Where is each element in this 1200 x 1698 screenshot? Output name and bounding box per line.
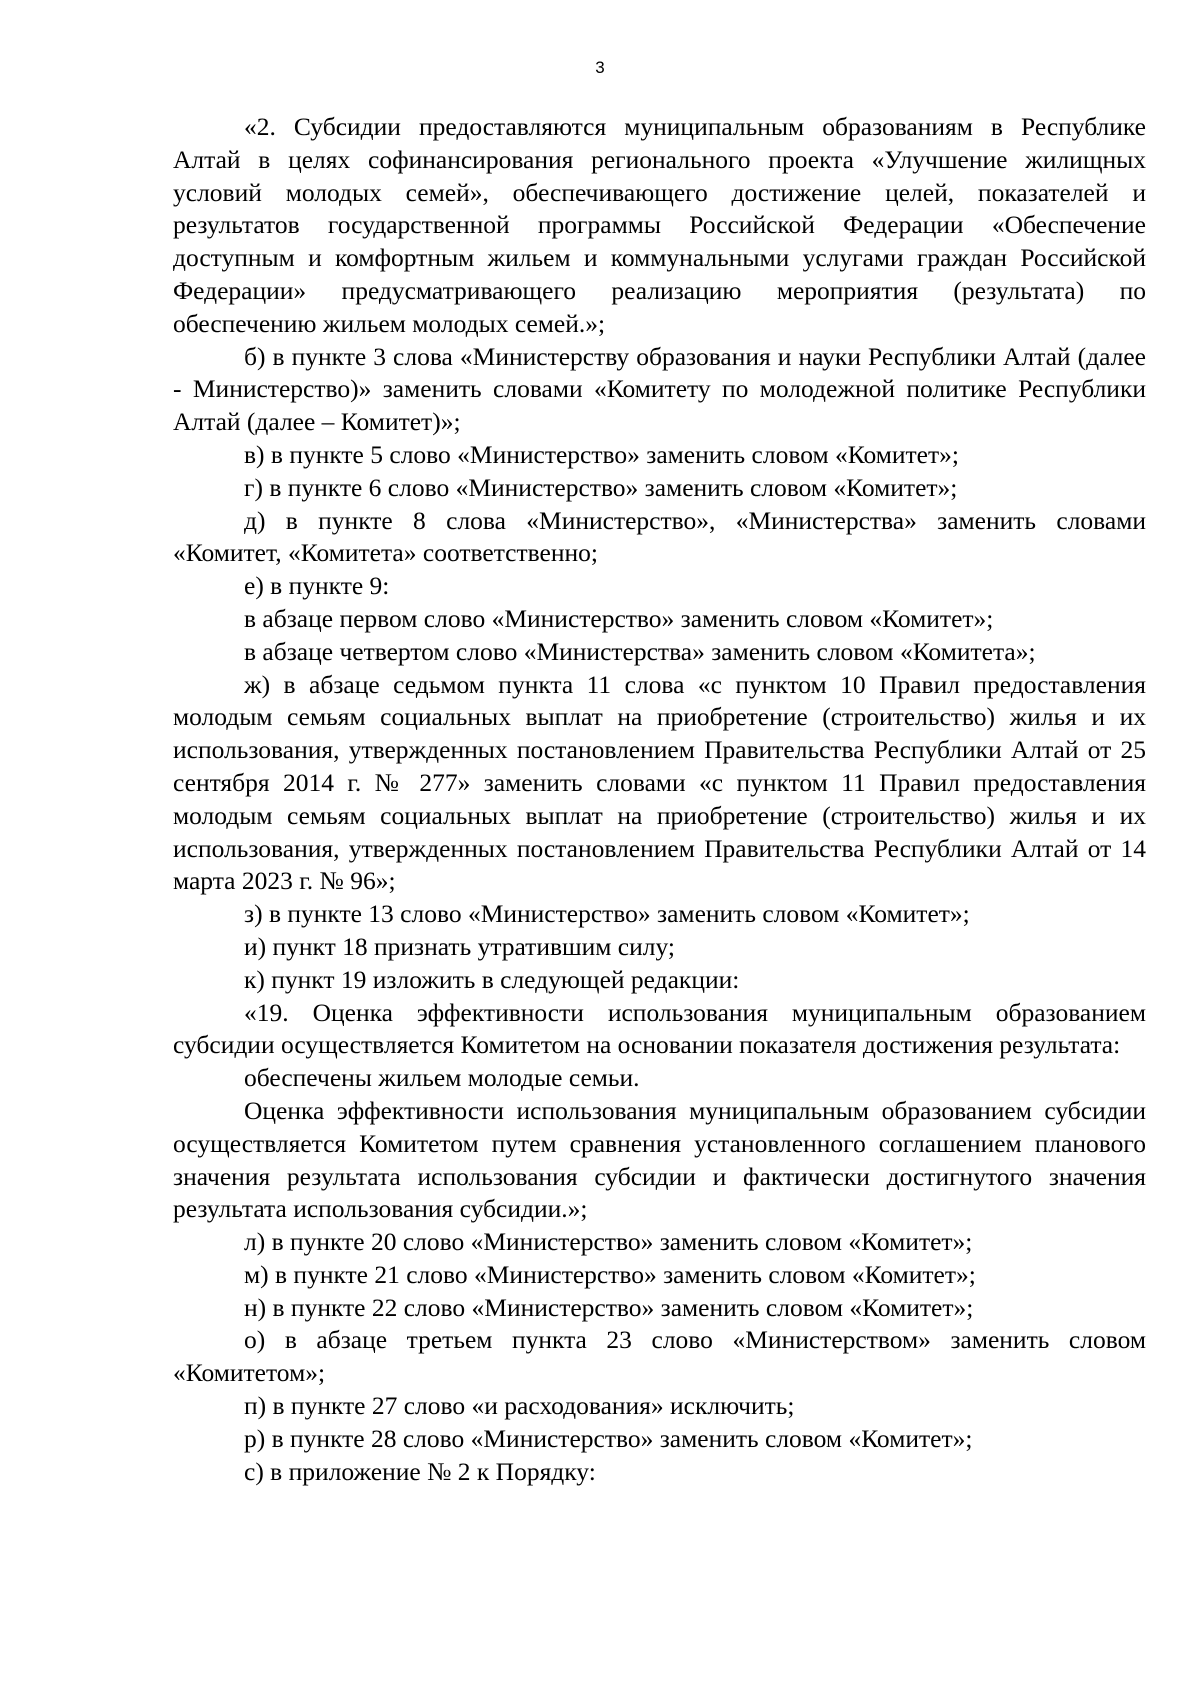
paragraph: к) пункт 19 изложить в следующей редакции:: [244, 964, 740, 994]
document-body: [173, 111, 1146, 1488]
paragraph: обеспечены жильем молодые семьи.: [244, 1063, 640, 1093]
paragraph: м) в пункте 21 слово «Министерство» заменить словом «Комитет»;: [244, 1259, 976, 1289]
paragraph: л) в пункте 20 слово «Министерство» заменить словом «Комитет»;: [244, 1227, 973, 1257]
paragraph: е) в пункте 9:: [244, 571, 390, 601]
paragraph: н) в пункте 22 слово «Министерство» заменить словом «Комитет»;: [244, 1292, 974, 1322]
paragraph: п) в пункте 27 слово «и расходования» исключить;: [244, 1391, 795, 1421]
paragraph: с) в приложение № 2 к Порядку:: [244, 1456, 596, 1486]
paragraph: в) в пункте 5 слово «Министерство» заменить словом «Комитет»;: [244, 439, 959, 469]
paragraph: «2. Субсидии предоставляются муниципальным образованиям в Республике Алтай в целях софинансирования регионального проекта «Улучшение жилищных условий молодых семей», обеспечивающего достижение целей, показателей и результатов государственной программы Российской Федерации «Обеспечение доступным и комфортным жильем и коммунальными услугами граждан Российской Федерации» предусматривающего реализацию мероприятия (результата) по обеспечению жильем молодых семей.»;: [173, 112, 1146, 338]
paragraph: б) в пункте 3 слова «Министерству образования и науки Республики Алтай (далее - Министерство)» заменить словами «Комитету по молодежной политике Республики Алтай (далее – Комитет)»;: [173, 341, 1146, 437]
paragraph: ж) в абзаце седьмом пункта 11 слова «с пунктом 10 Правил предоставления молодым семьям социальных выплат на приобретение (строительство) жилья и их использования, утвержденных постановлением Правительства Республики Алтай от 25 сентября 2014 г. № 277» заменить словами «с пунктом 11 Правил предоставления молодым семьям социальных выплат на приобретение (строительство) жилья и их использования, утвержденных постановлением Правительства Республики Алтай от 14 марта 2023 г. № 96»;: [173, 669, 1146, 896]
paragraph: «19. Оценка эффективности использования муниципальным образованием субсидии осуществляется Комитетом на основании показателя достижения результата:: [173, 997, 1146, 1060]
paragraph: в абзаце первом слово «Министерство» заменить словом «Комитет»;: [244, 603, 994, 633]
paragraph: о) в абзаце третьем пункта 23 слово «Министерством» заменить словом «Комитетом»;: [173, 1325, 1146, 1388]
paragraph: в абзаце четвертом слово «Министерства» заменить словом «Комитета»;: [244, 636, 1036, 666]
paragraph: р) в пункте 28 слово «Министерство» заменить словом «Комитет»;: [244, 1423, 973, 1453]
paragraph: з) в пункте 13 слово «Министерство» заменить словом «Комитет»;: [244, 899, 970, 929]
page-number: 3: [595, 58, 605, 77]
paragraph: Оценка эффективности использования муниципальным образованием субсидии осуществляется Комитетом путем сравнения установленного соглашением планового значения результата использования субсидии и фактически достигнутого значения результата использования субсидии.»;: [173, 1095, 1146, 1224]
paragraph: г) в пункте 6 слово «Министерство» заменить словом «Комитет»;: [244, 472, 958, 502]
paragraph: д) в пункте 8 слова «Министерство», «Министерства» заменить словами «Комитет, «Комитета» соответственно;: [173, 505, 1146, 568]
paragraph: и) пункт 18 признать утратившим силу;: [244, 931, 675, 961]
